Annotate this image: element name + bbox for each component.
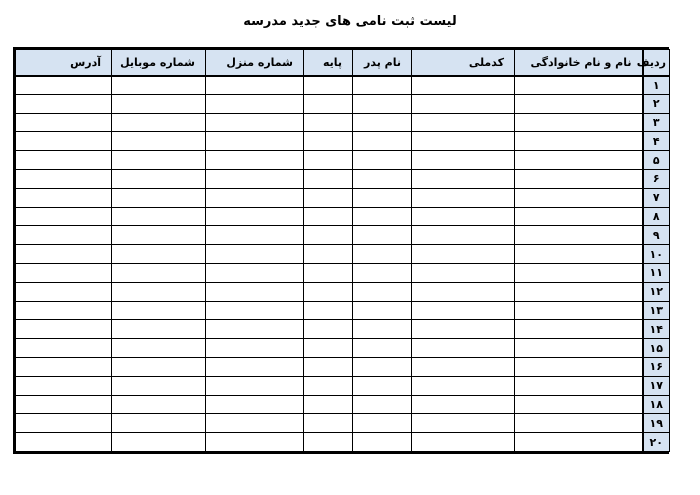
cell-home-phone[interactable] [206, 188, 304, 207]
cell-grade[interactable] [304, 357, 353, 376]
cell-mobile[interactable] [112, 339, 206, 358]
cell-father-name[interactable] [353, 263, 412, 282]
cell-address[interactable] [16, 169, 112, 188]
page-title: لیست ثبت نامی های جدید مدرسه [243, 14, 457, 29]
table-row [16, 282, 670, 301]
cell-national-id[interactable] [412, 433, 515, 452]
cell-address[interactable] [16, 339, 112, 358]
cell-mobile[interactable] [112, 76, 206, 95]
header-mobile: شماره موبایل [112, 50, 206, 76]
cell-father-name[interactable] [353, 113, 412, 132]
cell-address[interactable] [16, 151, 112, 170]
table-row [16, 433, 670, 452]
table-row [16, 169, 670, 188]
header-row-number: ردیف [643, 50, 670, 76]
cell-father-name[interactable] [353, 339, 412, 358]
cell-address[interactable] [16, 188, 112, 207]
cell-father-name[interactable] [353, 132, 412, 151]
cell-mobile[interactable] [112, 207, 206, 226]
cell-address[interactable] [16, 282, 112, 301]
cell-address[interactable] [16, 113, 112, 132]
cell-full-name[interactable] [515, 414, 643, 433]
cell-full-name[interactable] [515, 226, 643, 245]
cell-grade[interactable] [304, 263, 353, 282]
header-address: آدرس [16, 50, 112, 76]
cell-full-name[interactable] [515, 320, 643, 339]
cell-grade[interactable] [304, 301, 353, 320]
cell-father-name[interactable] [353, 151, 412, 170]
row-number: ۲ [643, 94, 670, 113]
cell-grade[interactable] [304, 395, 353, 414]
cell-home-phone[interactable] [206, 376, 304, 395]
row-number: ۱۹ [643, 414, 670, 433]
cell-home-phone[interactable] [206, 94, 304, 113]
cell-home-phone[interactable] [206, 320, 304, 339]
cell-national-id[interactable] [412, 339, 515, 358]
cell-mobile[interactable] [112, 132, 206, 151]
cell-grade[interactable] [304, 94, 353, 113]
cell-father-name[interactable] [353, 282, 412, 301]
cell-address[interactable] [16, 357, 112, 376]
cell-address[interactable] [16, 226, 112, 245]
cell-grade[interactable] [304, 414, 353, 433]
cell-father-name[interactable] [353, 226, 412, 245]
table-row [16, 339, 670, 358]
cell-home-phone[interactable] [206, 433, 304, 452]
cell-father-name[interactable] [353, 76, 412, 95]
table-row [16, 245, 670, 264]
cell-full-name[interactable] [515, 282, 643, 301]
table-row [16, 320, 670, 339]
cell-home-phone[interactable] [206, 301, 304, 320]
cell-full-name[interactable] [515, 339, 643, 358]
cell-home-phone[interactable] [206, 282, 304, 301]
cell-mobile[interactable] [112, 395, 206, 414]
cell-national-id[interactable] [412, 226, 515, 245]
cell-address[interactable] [16, 414, 112, 433]
cell-mobile[interactable] [112, 188, 206, 207]
cell-full-name[interactable] [515, 76, 643, 95]
cell-mobile[interactable] [112, 263, 206, 282]
table-row [16, 263, 670, 282]
cell-father-name[interactable] [353, 207, 412, 226]
cell-grade[interactable] [304, 376, 353, 395]
cell-address[interactable] [16, 301, 112, 320]
row-number: ۱۵ [643, 339, 670, 358]
cell-father-name[interactable] [353, 188, 412, 207]
cell-father-name[interactable] [353, 301, 412, 320]
cell-father-name[interactable] [353, 433, 412, 452]
cell-national-id[interactable] [412, 132, 515, 151]
cell-national-id[interactable] [412, 282, 515, 301]
cell-grade[interactable] [304, 339, 353, 358]
cell-home-phone[interactable] [206, 245, 304, 264]
table-row [16, 414, 670, 433]
cell-home-phone[interactable] [206, 263, 304, 282]
cell-full-name[interactable] [515, 263, 643, 282]
row-number: ۷ [643, 188, 670, 207]
cell-full-name[interactable] [515, 132, 643, 151]
row-number: ۳ [643, 113, 670, 132]
row-number: ۱۳ [643, 301, 670, 320]
cell-national-id[interactable] [412, 169, 515, 188]
cell-national-id[interactable] [412, 76, 515, 95]
cell-grade[interactable] [304, 207, 353, 226]
table-row [16, 207, 670, 226]
table-row [16, 188, 670, 207]
cell-home-phone[interactable] [206, 169, 304, 188]
cell-national-id[interactable] [412, 113, 515, 132]
cell-home-phone[interactable] [206, 76, 304, 95]
row-number: ۱۰ [643, 245, 670, 264]
cell-grade[interactable] [304, 76, 353, 95]
table-row [16, 151, 670, 170]
cell-mobile[interactable] [112, 282, 206, 301]
table-row [16, 132, 670, 151]
header-national-id: کدملی [412, 50, 515, 76]
table-body [16, 76, 670, 452]
cell-full-name[interactable] [515, 94, 643, 113]
header-father-name: نام پدر [353, 50, 412, 76]
cell-mobile[interactable] [112, 320, 206, 339]
cell-full-name[interactable] [515, 376, 643, 395]
cell-father-name[interactable] [353, 320, 412, 339]
row-number: ۵ [643, 151, 670, 170]
row-number: ۱۲ [643, 282, 670, 301]
row-number: ۸ [643, 207, 670, 226]
row-number: ۹ [643, 226, 670, 245]
cell-national-id[interactable] [412, 94, 515, 113]
cell-full-name[interactable] [515, 395, 643, 414]
cell-mobile[interactable] [112, 301, 206, 320]
cell-grade[interactable] [304, 151, 353, 170]
cell-home-phone[interactable] [206, 357, 304, 376]
row-number: ۱ [643, 76, 670, 95]
cell-father-name[interactable] [353, 169, 412, 188]
cell-address[interactable] [16, 395, 112, 414]
table-row [16, 113, 670, 132]
cell-father-name[interactable] [353, 357, 412, 376]
header-home-phone: شماره منزل [206, 50, 304, 76]
cell-national-id[interactable] [412, 245, 515, 264]
cell-full-name[interactable] [515, 207, 643, 226]
cell-address[interactable] [16, 207, 112, 226]
cell-home-phone[interactable] [206, 339, 304, 358]
cell-address[interactable] [16, 263, 112, 282]
table-row [16, 395, 670, 414]
cell-national-id[interactable] [412, 395, 515, 414]
row-number: ۱۷ [643, 376, 670, 395]
cell-full-name[interactable] [515, 245, 643, 264]
cell-national-id[interactable] [412, 357, 515, 376]
cell-grade[interactable] [304, 113, 353, 132]
cell-address[interactable] [16, 94, 112, 113]
row-number: ۱۱ [643, 263, 670, 282]
row-number: ۱۴ [643, 320, 670, 339]
cell-mobile[interactable] [112, 245, 206, 264]
cell-grade[interactable] [304, 188, 353, 207]
cell-father-name[interactable] [353, 395, 412, 414]
cell-address[interactable] [16, 132, 112, 151]
cell-mobile[interactable] [112, 376, 206, 395]
cell-home-phone[interactable] [206, 207, 304, 226]
cell-home-phone[interactable] [206, 395, 304, 414]
cell-mobile[interactable] [112, 151, 206, 170]
cell-home-phone[interactable] [206, 151, 304, 170]
row-number: ۲۰ [643, 433, 670, 452]
header-row [16, 50, 670, 76]
cell-father-name[interactable] [353, 94, 412, 113]
cell-address[interactable] [16, 433, 112, 452]
cell-home-phone[interactable] [206, 226, 304, 245]
cell-address[interactable] [16, 245, 112, 264]
cell-national-id[interactable] [412, 301, 515, 320]
row-number: ۶ [643, 169, 670, 188]
cell-full-name[interactable] [515, 433, 643, 452]
cell-home-phone[interactable] [206, 414, 304, 433]
cell-grade[interactable] [304, 282, 353, 301]
cell-address[interactable] [16, 76, 112, 95]
cell-home-phone[interactable] [206, 132, 304, 151]
cell-grade[interactable] [304, 226, 353, 245]
cell-father-name[interactable] [353, 245, 412, 264]
row-number: ۱۸ [643, 395, 670, 414]
registration-table-frame [13, 47, 669, 454]
cell-grade[interactable] [304, 169, 353, 188]
cell-national-id[interactable] [412, 320, 515, 339]
table-row [16, 357, 670, 376]
cell-home-phone[interactable] [206, 113, 304, 132]
cell-national-id[interactable] [412, 376, 515, 395]
cell-grade[interactable] [304, 245, 353, 264]
cell-father-name[interactable] [353, 414, 412, 433]
table-row [16, 76, 670, 95]
cell-full-name[interactable] [515, 151, 643, 170]
cell-grade[interactable] [304, 132, 353, 151]
cell-mobile[interactable] [112, 94, 206, 113]
cell-full-name[interactable] [515, 357, 643, 376]
table-row [16, 376, 670, 395]
cell-national-id[interactable] [412, 414, 515, 433]
header-grade: پایه [304, 50, 353, 76]
table-row [16, 301, 670, 320]
registration-table [15, 49, 670, 452]
cell-mobile[interactable] [112, 357, 206, 376]
cell-mobile[interactable] [112, 226, 206, 245]
row-number: ۱۶ [643, 357, 670, 376]
cell-address[interactable] [16, 320, 112, 339]
cell-full-name[interactable] [515, 188, 643, 207]
cell-national-id[interactable] [412, 263, 515, 282]
header-full-name: نام و نام خانوادگی [515, 50, 643, 76]
cell-father-name[interactable] [353, 376, 412, 395]
cell-grade[interactable] [304, 433, 353, 452]
cell-mobile[interactable] [112, 169, 206, 188]
table-row [16, 94, 670, 113]
table-row [16, 226, 670, 245]
cell-national-id[interactable] [412, 151, 515, 170]
row-number: ۴ [643, 132, 670, 151]
cell-grade[interactable] [304, 320, 353, 339]
cell-national-id[interactable] [412, 207, 515, 226]
cell-full-name[interactable] [515, 301, 643, 320]
cell-full-name[interactable] [515, 113, 643, 132]
cell-mobile[interactable] [112, 433, 206, 452]
cell-national-id[interactable] [412, 188, 515, 207]
cell-mobile[interactable] [112, 414, 206, 433]
cell-mobile[interactable] [112, 113, 206, 132]
cell-full-name[interactable] [515, 169, 643, 188]
cell-address[interactable] [16, 376, 112, 395]
